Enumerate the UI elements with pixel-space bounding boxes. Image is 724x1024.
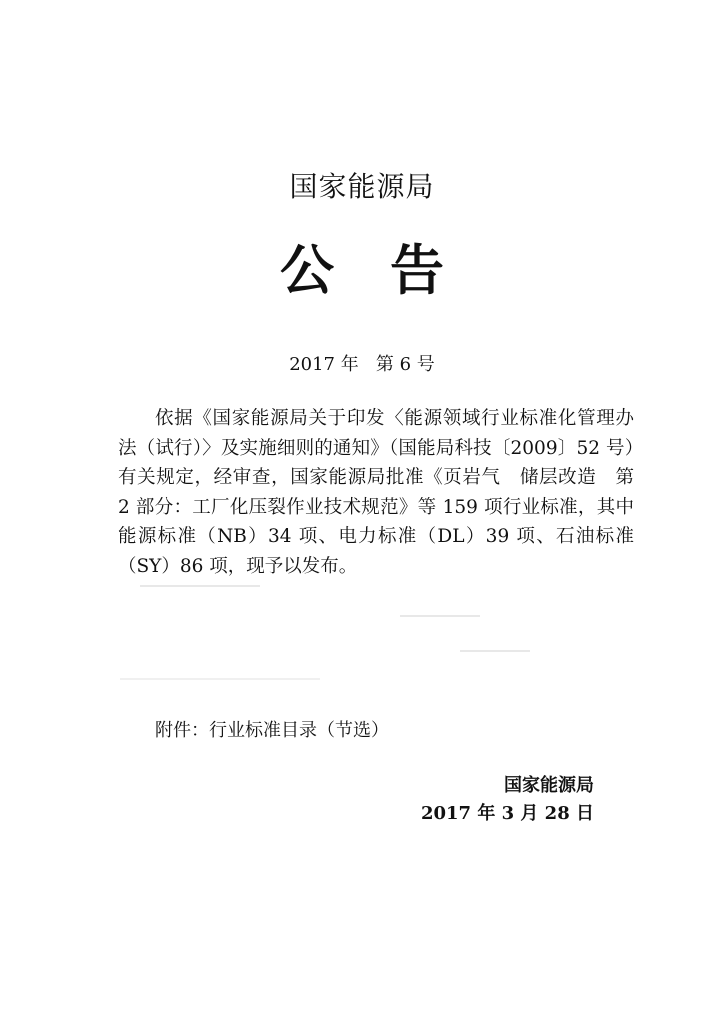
scan-artifact-line — [460, 650, 530, 652]
scan-artifact-line — [140, 585, 260, 587]
title-char-gao: 告 — [390, 239, 444, 302]
signature-organization: 国家能源局 — [504, 775, 594, 796]
issuer-heading: 国家能源局 — [289, 170, 435, 203]
attachment-note: 附件：行业标准目录（节选） — [155, 720, 389, 741]
announcement-body: 依据《国家能源局关于印发〈能源领域行业标准化管理办法（试行）〉及实施细则的通知》（国能局科技〔2009〕52 号）有关规定，经审查，国家能源局批准《页岩气 储层改造 第 2 部分：工厂化压裂作业技术规范》等 159 项行业标准，其中能源标准（NB）34 项、电力标准（DL）39 项、石油标准（SY）86 项，现予以发布。 — [118, 408, 634, 577]
issue-number: 2017 年 第 6 号 — [289, 354, 435, 375]
title-char-gong: 公 — [280, 239, 334, 302]
scan-artifact-line — [120, 678, 320, 680]
scan-artifact-line — [400, 615, 480, 617]
signature-date: 2017 年 3 月 28 日 — [420, 803, 594, 824]
